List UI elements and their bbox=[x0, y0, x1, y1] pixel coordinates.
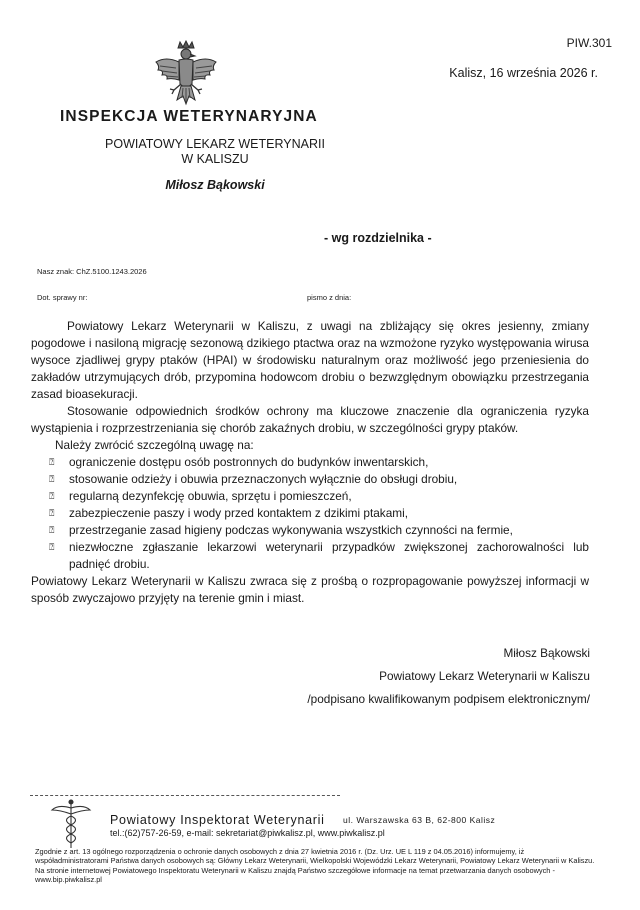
paragraph-request: Powiatowy Lekarz Weterynarii w Kaliszu zwraca się z prośbą o rozpropagowanie powyższej informacji w sposób zwyczajowo przyjęty na terenie gmin i miast. bbox=[31, 574, 589, 605]
closing-title: Powiatowy Lekarz Weterynarii w Kaliszu bbox=[379, 669, 590, 683]
list-item-text: ograniczenie dostępu osób postronnych do budynków inwentarskich, bbox=[69, 455, 429, 469]
distribution-note: - wg rozdzielnika - bbox=[324, 231, 432, 245]
bullet-icon: ⍰ bbox=[49, 474, 55, 484]
document-ref-code: PIW.301 bbox=[566, 36, 612, 50]
bioassurance-list bbox=[31, 454, 589, 573]
list-item bbox=[31, 471, 589, 488]
institution-name: INSPEKCJA WETERYNARYJNA bbox=[60, 108, 318, 125]
bullet-icon: ⍰ bbox=[49, 491, 55, 501]
list-item-text: przestrzeganie zasad higieny podczas wykonywania wszystkich czynności na fermie, bbox=[69, 523, 513, 537]
list-item bbox=[31, 488, 589, 505]
footer-contacts: tel.:(62)757-26-59, e-mail: sekretariat@piwkalisz.pl, www.piwkalisz.pl bbox=[110, 828, 385, 838]
list-item bbox=[31, 539, 589, 573]
footer-address: ul. Warszawska 63 B, 62-800 Kalisz bbox=[343, 815, 496, 825]
list-item-text: regularną dezynfekcję obuwia, sprzętu i pomieszczeń, bbox=[69, 489, 352, 503]
paragraph-importance: Stosowanie odpowiednich środków ochrony ma kluczowe znaczenie dla ograniczenia ryzyka wystąpienia i rozprzestrzeniania się chorób zakaźnych drobiu, w szczególności grypy ptaków. bbox=[31, 404, 589, 435]
closing-signature-note: /podpisano kwalifikowanym podpisem elektronicznym/ bbox=[307, 692, 590, 706]
list-item bbox=[31, 454, 589, 471]
closing-name: Miłosz Bąkowski bbox=[503, 646, 590, 660]
letter-date-label: pismo z dnia: bbox=[307, 293, 352, 302]
signer-name: Miłosz Bąkowski bbox=[165, 178, 265, 192]
bullet-icon: ⍰ bbox=[49, 542, 55, 552]
department-line-2: W KALISZU bbox=[181, 152, 249, 166]
department-name bbox=[60, 137, 370, 167]
list-item-text: stosowanie odzieży i obuwia przeznaczonych wyłącznie do obsługi drobiu, bbox=[69, 472, 458, 486]
list-item-text: niezwłoczne zgłaszanie lekarzowi weterynarii przypadków zwiększonej zachorowalności lub padnięć drobiu. bbox=[69, 540, 589, 571]
footer-office-name: Powiatowy Inspektorat Weterynarii bbox=[110, 813, 325, 827]
caduceus-logo-icon bbox=[30, 798, 112, 850]
bullet-icon: ⍰ bbox=[49, 508, 55, 518]
case-number-label: Dot. sprawy nr: bbox=[37, 293, 88, 302]
bullet-icon: ⍰ bbox=[49, 525, 55, 535]
list-item-text: zabezpieczenie paszy i wody przed kontaktem z dzikimi ptakami, bbox=[69, 506, 408, 520]
paragraph-intro: Powiatowy Lekarz Weterynarii w Kaliszu, z uwagi na zbliżający się okres jesienny, zmiany pogodowe i nasiloną migrację sezonową dzikiego ptactwa oraz na wzmożone ryzyko występowania wirusa wysoce zjadliwej grypy ptaków (HPAI) w środowisku naturalnym oraz możliwość jego przeniesienia do zakładów utrzymujących drób, przypomina hodowcom drobiu o bezwzględnym obowiązku przestrzegania zasad bioasekuracji. bbox=[31, 319, 589, 401]
polish-eagle-emblem-icon bbox=[152, 40, 220, 110]
paragraph-list-intro: Należy zwrócić szczególną uwagę na: bbox=[55, 438, 254, 452]
footer-divider bbox=[30, 795, 340, 796]
list-item bbox=[31, 505, 589, 522]
department-line-1: POWIATOWY LEKARZ WETERYNARII bbox=[105, 137, 325, 151]
letter-body bbox=[31, 318, 589, 607]
sign-reference: Nasz znak: ChZ.5100.1243.2026 bbox=[37, 267, 147, 276]
document-date: Kalisz, 16 września 2026 r. bbox=[449, 66, 598, 80]
list-item bbox=[31, 522, 589, 539]
closing-signature-block bbox=[307, 642, 590, 711]
bullet-icon: ⍰ bbox=[49, 457, 55, 467]
footer-gdpr-notice: Zgodnie z art. 13 ogólnego rozporządzenia o ochronie danych osobowych z dnia 27 kwietnia 2016 r. (Dz. Urz. UE L 119 z 04.05.2016) informujemy, iż współadministratorami Państwa danych osobowych są: Główny Lekarz Weterynarii, Wielkopolski Wojewódzki Lekarz Weterynarii, Powiatowy Lekarz Weterynarii w Kaliszu. Na stronie internetowej Powiatowego Inspektoratu Weterynarii w Kaliszu znajdą Państwo szczegółowe informacje na temat przetwarzania danych osobowych - www.bip.piwkalisz.pl bbox=[35, 847, 595, 885]
